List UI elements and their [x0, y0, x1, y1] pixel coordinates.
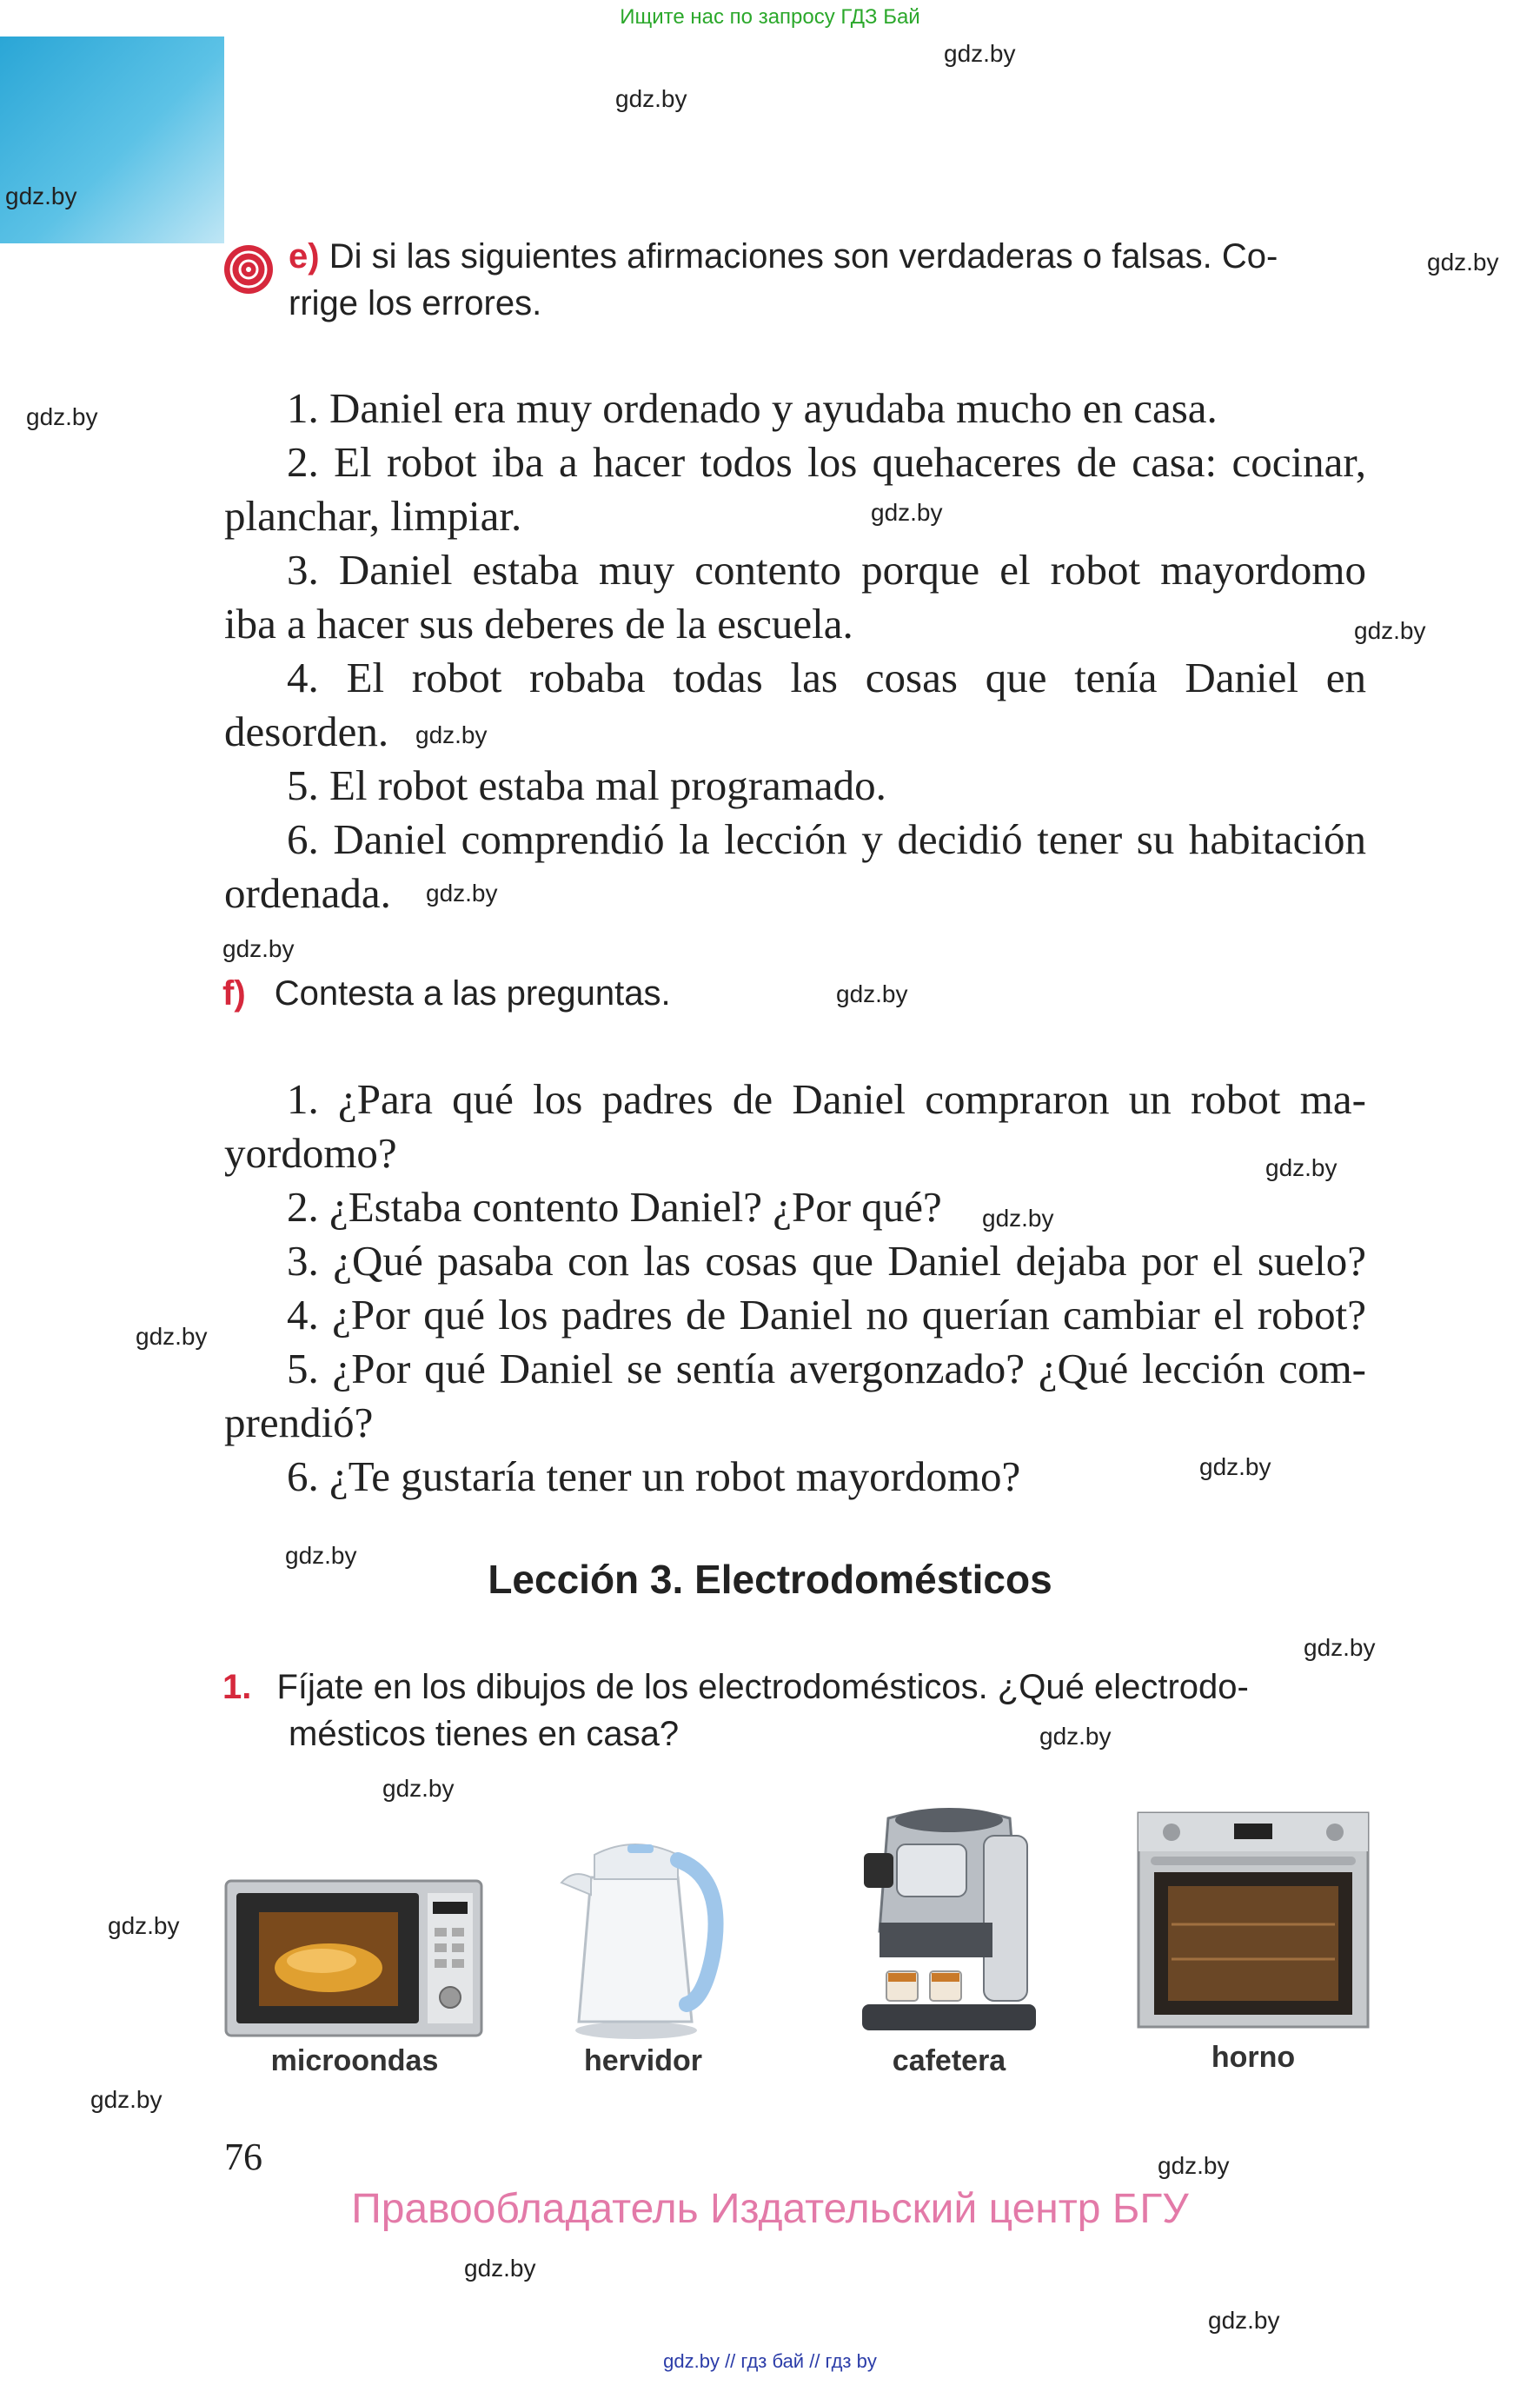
appliance-caption: cafetera: [892, 2044, 1006, 2077]
watermark: gdz.by: [1208, 2307, 1280, 2334]
watermark: gdz.by: [1427, 249, 1499, 276]
appliance-caption: hervidor: [583, 2044, 703, 2077]
watermark: gdz.by: [90, 2086, 163, 2113]
task-f-instruction-line: [222, 970, 671, 1017]
watermark: gdz.by: [382, 1775, 455, 1802]
audio-disc-icon: [222, 243, 275, 296]
task-e-statement: 4. El robot robaba todas las cosas que tenía Daniel en: [287, 654, 1366, 701]
task-e-statement: 6. Daniel comprendió la lección y decidió tener su habitación: [287, 815, 1366, 863]
microwave-image: [224, 1877, 485, 2043]
appliance-caption: horno: [1211, 2041, 1296, 2074]
watermark: gdz.by: [136, 1323, 208, 1350]
kettle-image: [556, 1825, 730, 2043]
task-e-letter: e): [289, 237, 320, 276]
watermark: gdz.by: [1265, 1154, 1338, 1181]
watermark: gdz.by: [1199, 1453, 1271, 1480]
watermark: gdz.by: [1158, 2152, 1230, 2179]
oven-image: [1137, 1811, 1370, 2029]
task-f-question: 4. ¿Por qué los padres de Daniel no querían cambiar el robot?: [287, 1291, 1366, 1339]
task-f-letter: f): [222, 974, 246, 1013]
coffee-machine-image: [853, 1801, 1045, 2043]
task-e-statement: ordenada.: [224, 869, 391, 917]
task-e-statement: iba a hacer sus deberes de la escuela.: [224, 600, 853, 648]
task-f-question: yordomo?: [224, 1129, 397, 1177]
task-f-question: 1. ¿Para qué los padres de Daniel compraron un robot ma-: [287, 1075, 1366, 1123]
task-1-instruction-line-2: mésticos tienes en casa?: [289, 1715, 680, 1753]
page-number: 76: [224, 2136, 262, 2178]
task-e-statement: 3. Daniel estaba muy contento porque el robot mayordomo: [287, 546, 1366, 594]
task-e-statement: 5. El robot estaba mal programado.: [287, 761, 886, 809]
task-1-instruction: Fíjate en los dibujos de los electrodomésticos. ¿Qué electrodo-: [276, 1668, 1249, 1706]
task-e-statement: 1. Daniel era muy ordenado y ayudaba mucho en casa.: [287, 384, 1218, 432]
watermark: gdz.by: [26, 403, 98, 430]
footer-links[interactable]: gdz.by // гдз бай // гдз by: [663, 2350, 877, 2372]
watermark: gdz.by: [944, 40, 1016, 67]
task-e-statement: planchar, limpiar.: [224, 492, 522, 540]
watermark: gdz.by: [1304, 1634, 1376, 1661]
task-e-statement: desorden.: [224, 708, 389, 755]
task-f-question: 5. ¿Por qué Daniel se sentía avergonzado? ¿Qué lección com-: [287, 1345, 1366, 1392]
watermark: gdz.by: [836, 980, 908, 1007]
task-e-instruction-line-1: [289, 233, 1278, 280]
publisher-footer: Правообладатель Издательский центр БГУ: [351, 2186, 1189, 2232]
watermark: gdz.by: [464, 2255, 536, 2282]
task-f-question: prendió?: [224, 1398, 374, 1446]
task-f-question: 6. ¿Te gustaría tener un robot mayordomo?: [287, 1452, 1021, 1500]
top-banner: Ищите нас по запросу ГДЗ Бай: [620, 5, 920, 29]
watermark: gdz.by: [1039, 1723, 1112, 1750]
task-1-number: 1.: [222, 1668, 252, 1706]
task-e-instruction: Di si las siguientes afirmaciones son verdaderas o falsas. Co-: [329, 237, 1278, 276]
watermark: gdz.by: [285, 1542, 357, 1569]
watermark: gdz.by: [871, 499, 943, 526]
watermark: gdz.by: [1354, 617, 1426, 644]
watermark: gdz.by: [415, 721, 488, 748]
task-e-statement: 2. El robot iba a hacer todos los quehaceres de casa: cocinar,: [287, 438, 1366, 486]
task-1-instruction-line-1: [222, 1664, 1249, 1711]
corner-color-block: [0, 37, 224, 243]
task-f-question: 3. ¿Qué pasaba con las cosas que Daniel dejaba por el suelo?: [287, 1237, 1366, 1285]
watermark: gdz.by: [615, 85, 687, 112]
task-e-instruction-line-2: rrige los errores.: [289, 284, 542, 322]
watermark: gdz.by: [222, 935, 295, 962]
appliance-caption: microondas: [270, 2044, 439, 2077]
watermark: gdz.by: [108, 1912, 180, 1939]
task-f-question: 2. ¿Estaba contento Daniel? ¿Por qué?: [287, 1183, 942, 1231]
watermark: gdz.by: [5, 183, 77, 209]
task-f-instruction: Contesta a las preguntas.: [274, 974, 671, 1013]
watermark: gdz.by: [426, 880, 498, 907]
watermark: gdz.by: [982, 1205, 1054, 1232]
lesson-title: Lección 3. Electrodomésticos: [488, 1557, 1052, 1602]
